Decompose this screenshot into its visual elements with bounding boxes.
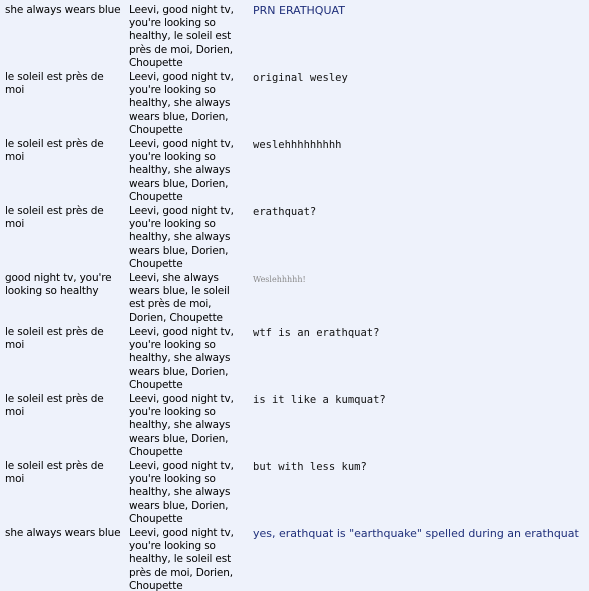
message-text: is it like a kumquat? xyxy=(253,394,386,406)
message-recipients: Leevi, good night tv, you're looking so healthy, she always wears blue, Dorien, Choupette xyxy=(129,71,234,136)
message-sender: le soleil est près de moi xyxy=(5,138,104,164)
message-recipients: Leevi, good night tv, you're looking so healthy, she always wears blue, Dorien, Choupette xyxy=(129,138,234,203)
message-sender: she always wears blue xyxy=(5,4,121,16)
message-text: but with less kum? xyxy=(253,461,367,473)
message-sender: le soleil est près de moi xyxy=(5,71,104,97)
message-recipients: Leevi, good night tv, you're looking so healthy, le soleil est près de moi, Dorien, Choupette xyxy=(129,4,234,69)
message-recipients: Leevi, good night tv, you're looking so healthy, she always wears blue, Dorien, Choupette xyxy=(129,326,234,391)
message-sender: le soleil est près de moi xyxy=(5,205,104,231)
message-sender: good night tv, you're looking so healthy xyxy=(5,272,112,298)
message-recipients: Leevi, good night tv, you're looking so healthy, she always wears blue, Dorien, Choupette xyxy=(129,205,234,270)
message-sender: she always wears blue xyxy=(5,527,121,539)
message-text: weslehhhhhhhhh xyxy=(253,139,342,151)
message-recipients: Leevi, good night tv, you're looking so healthy, she always wears blue, Dorien, Choupette xyxy=(129,393,234,458)
message-recipients: Leevi, good night tv, you're looking so healthy, le soleil est près de moi, Dorien, Choupette xyxy=(129,527,234,591)
message-text: original wesley xyxy=(253,72,348,84)
message-recipients: Leevi, good night tv, you're looking so healthy, she always wears blue, Dorien, Choupette xyxy=(129,460,234,525)
message-text: yes, erathquat is "earthquake" spelled during an erathquat xyxy=(253,527,579,540)
message-sender: le soleil est près de moi xyxy=(5,326,104,352)
message-text: Weslehhhhh! xyxy=(253,275,306,284)
message-text: wtf is an erathquat? xyxy=(253,327,380,339)
message-sender: le soleil est près de moi xyxy=(5,393,104,419)
message-text: erathquat? xyxy=(253,206,317,218)
message-text: PRN ERATHQUAT xyxy=(253,4,345,17)
message-sender: le soleil est près de moi xyxy=(5,460,104,486)
message-recipients: Leevi, she always wears blue, le soleil est près de moi, Dorien, Choupette xyxy=(129,272,230,324)
